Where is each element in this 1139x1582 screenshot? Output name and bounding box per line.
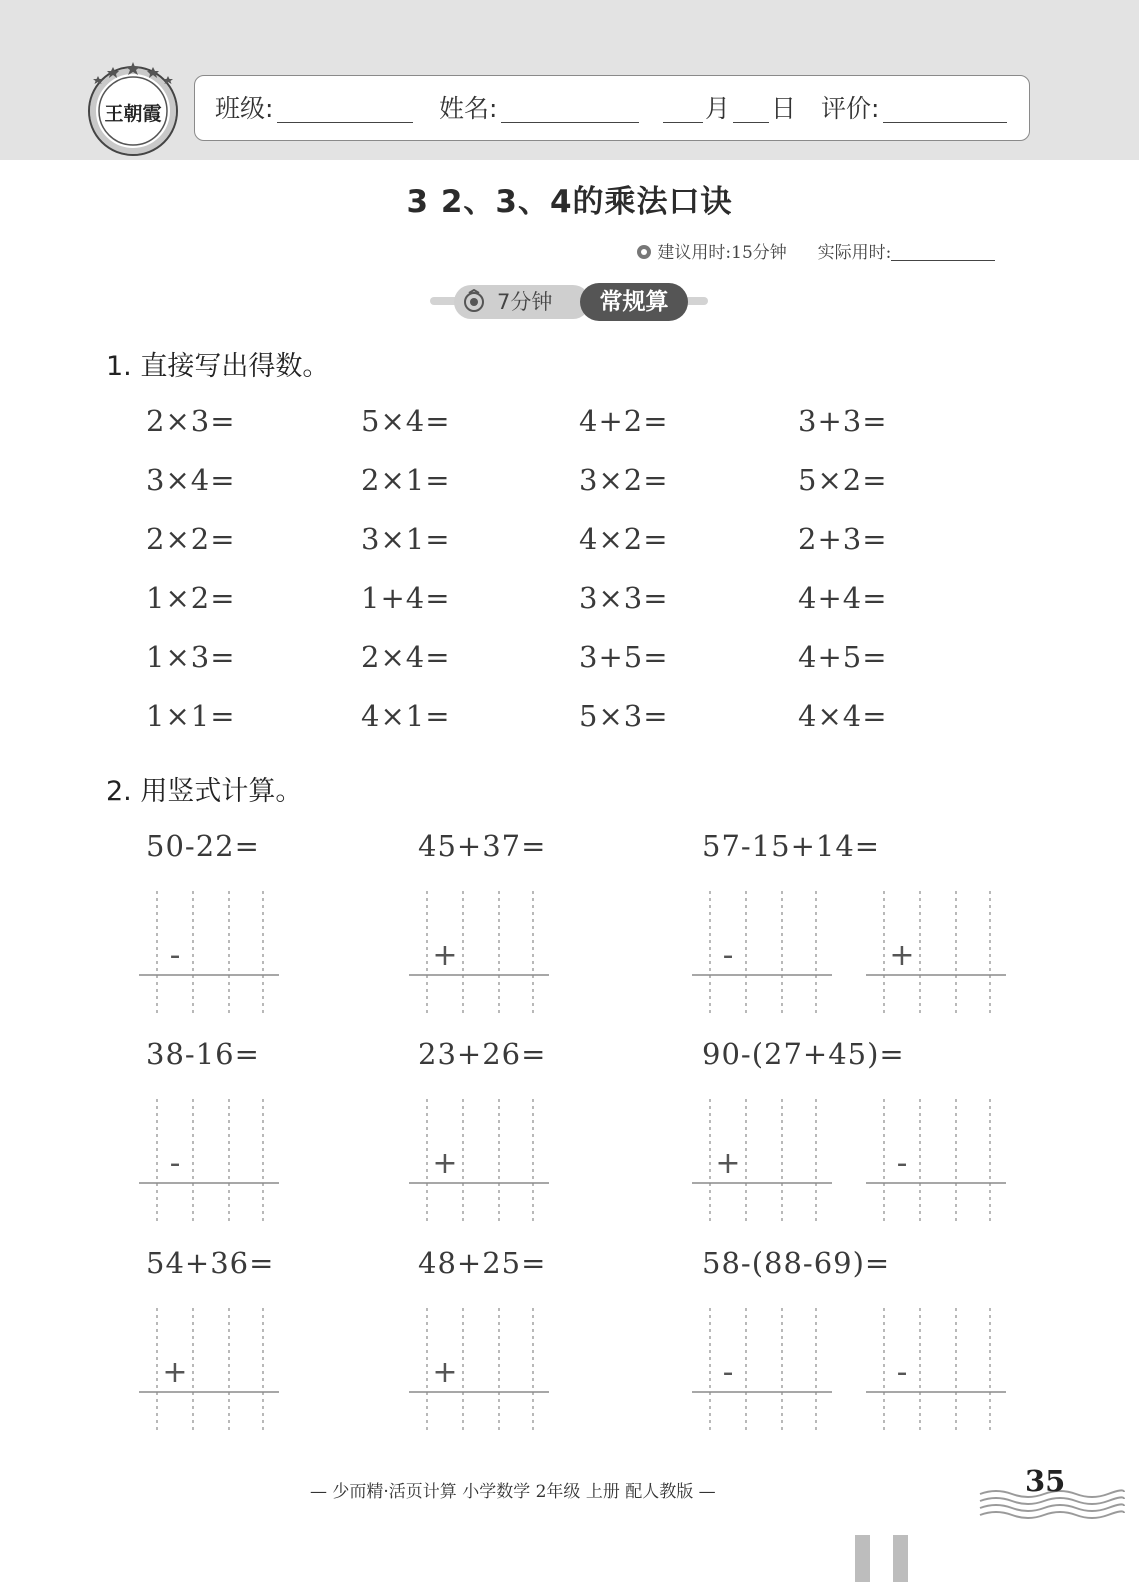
oral-problem: 2×3=	[146, 404, 236, 438]
oral-problem: 3×2=	[579, 463, 669, 497]
student-info-box	[194, 75, 1030, 141]
operator-sign: -	[169, 938, 181, 973]
vertical-problem: 58-(88-69)=	[702, 1246, 891, 1280]
vertical-calc-grid[interactable]	[866, 1099, 1008, 1227]
operator-sign: -	[722, 938, 734, 973]
operator-sign: -	[169, 1146, 181, 1181]
oral-problem: 4×4=	[798, 699, 888, 733]
vertical-calc-grid[interactable]	[692, 1308, 834, 1436]
oral-problem: 5×4=	[361, 404, 451, 438]
eval-field[interactable]	[883, 122, 1007, 123]
clock-badge-icon	[636, 244, 652, 260]
edge-tab-mark	[893, 1535, 908, 1582]
section2-title: 2. 用竖式计算。	[106, 776, 303, 807]
operator-sign: +	[889, 938, 915, 973]
oral-problem: 5×2=	[798, 463, 888, 497]
oral-problem: 4+4=	[798, 581, 888, 615]
vertical-problem: 57-15+14=	[702, 829, 881, 863]
page-number: 35	[1025, 1464, 1066, 1498]
actual-time-field[interactable]	[891, 260, 995, 261]
badge-time: 7分钟	[497, 290, 553, 314]
operator-sign: +	[432, 938, 458, 973]
oral-problem: 2×4=	[361, 640, 451, 674]
operator-sign: -	[896, 1355, 908, 1390]
oral-problem: 1×1=	[146, 699, 236, 733]
oral-problem: 2×2=	[146, 522, 236, 556]
vertical-calc-grid[interactable]	[866, 891, 1008, 1019]
operator-sign: -	[722, 1355, 734, 1390]
oral-problem: 4+2=	[579, 404, 669, 438]
oral-problem: 3×3=	[579, 581, 669, 615]
oral-problem: 2+3=	[798, 522, 888, 556]
name-label: 姓名:	[439, 94, 498, 123]
vertical-calc-grid[interactable]	[139, 1308, 281, 1436]
day-field[interactable]	[733, 122, 769, 123]
logo-text: 王朝霞	[104, 103, 162, 125]
oral-problem: 3+5=	[579, 640, 669, 674]
vertical-problem: 90-(27+45)=	[702, 1037, 905, 1071]
class-field[interactable]	[277, 122, 413, 123]
medal-icon	[463, 289, 485, 313]
oral-problem: 5×3=	[579, 699, 669, 733]
oral-problem: 4×2=	[579, 522, 669, 556]
name-field[interactable]	[501, 122, 639, 123]
day-label: 日	[771, 94, 797, 123]
section1-title: 1. 直接写出得数。	[106, 351, 330, 382]
oral-problem: 3×4=	[146, 463, 236, 497]
operator-sign: +	[432, 1146, 458, 1181]
operator-sign: +	[715, 1146, 741, 1181]
vertical-calc-grid[interactable]	[692, 1099, 834, 1227]
lesson-title: 3 2、3、4的乘法口诀	[406, 184, 733, 220]
edge-tab-mark	[855, 1535, 870, 1582]
vertical-calc-grid[interactable]	[139, 891, 281, 1019]
oral-problem: 1×3=	[146, 640, 236, 674]
operator-sign: -	[896, 1146, 908, 1181]
vertical-problem: 45+37=	[418, 829, 547, 863]
oral-problem: 3+3=	[798, 404, 888, 438]
actual-time-label: 实际用时:	[817, 243, 892, 263]
vertical-calc-grid[interactable]	[139, 1099, 281, 1227]
vertical-calc-grid[interactable]	[866, 1308, 1008, 1436]
vertical-problem: 54+36=	[146, 1246, 275, 1280]
badge-label: 常规算	[580, 283, 688, 321]
vertical-calc-grid[interactable]	[692, 891, 834, 1019]
vertical-problem: 48+25=	[418, 1246, 547, 1280]
month-label: 月	[705, 94, 731, 123]
vertical-problem: 50-22=	[146, 829, 260, 863]
oral-problem: 4×1=	[361, 699, 451, 733]
oral-problem: 1+4=	[361, 581, 451, 615]
operator-sign: +	[162, 1355, 188, 1390]
oral-problem: 4+5=	[798, 640, 888, 674]
operator-sign: +	[432, 1355, 458, 1390]
vertical-calc-grid[interactable]	[409, 891, 551, 1019]
suggested-time: 建议用时:15分钟	[657, 243, 787, 263]
publisher-logo	[86, 62, 180, 156]
vertical-calc-grid[interactable]	[409, 1308, 551, 1436]
vertical-calc-grid[interactable]	[409, 1099, 551, 1227]
class-label: 班级:	[215, 94, 274, 123]
eval-label: 评价:	[821, 94, 880, 123]
vertical-problem: 23+26=	[418, 1037, 547, 1071]
oral-problem: 2×1=	[361, 463, 451, 497]
footer-text: — 少而精·活页计算 小学数学 2年级 上册 配人教版 —	[310, 1482, 716, 1502]
oral-problem: 3×1=	[361, 522, 451, 556]
vertical-problem: 38-16=	[146, 1037, 260, 1071]
oral-problem: 1×2=	[146, 581, 236, 615]
time-line	[636, 238, 995, 263]
month-field[interactable]	[663, 122, 703, 123]
